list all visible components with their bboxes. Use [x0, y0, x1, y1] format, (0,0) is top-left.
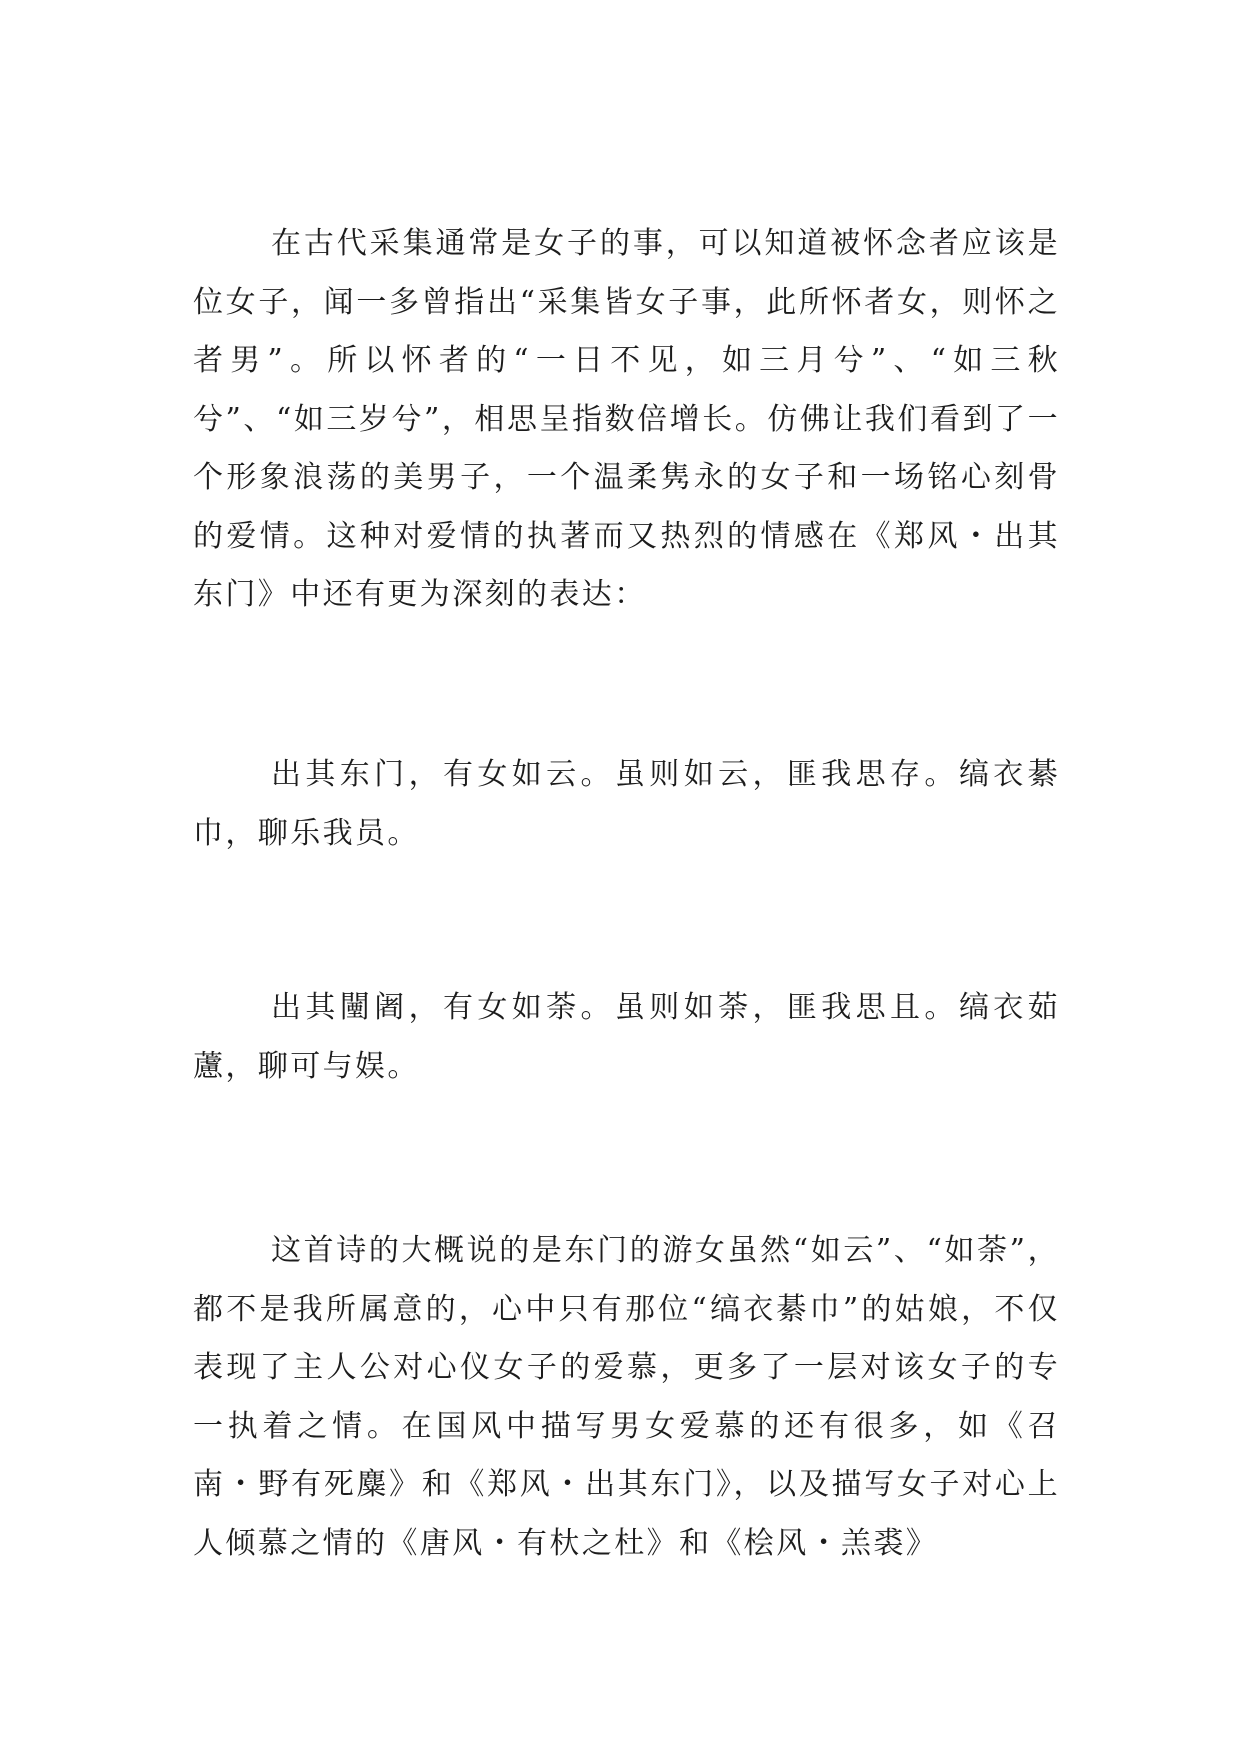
poem-stanza-2: 出其闉阇，有女如荼。虽则如荼，匪我思且。缟衣茹藘，聊可与娱。 — [193, 990, 1060, 1084]
body-paragraph-intro: 在古代采集通常是女子的事，可以知道被怀念者应该是位女子，闻一多曾指出“采集皆女子事，此所怀者女，则怀之者男”。所以怀者的“一日不见，如三月兮”、“如三秋兮”、“如三岁兮”，相思呈指数倍增长。仿佛让我们看到了一个形象浪荡的美男子，一个温柔隽永的女子和一场铭心刻骨的爱情。这种对爱情的执著而又热烈的情感在《郑风・出其东门》中还有更为深刻的表达： — [193, 226, 1060, 612]
poem-stanza-1: 出其东门，有女如云。虽则如云，匪我思存。缟衣綦巾，聊乐我员。 — [193, 757, 1060, 851]
body-paragraph-analysis: 这首诗的大概说的是东门的游女虽然“如云”、“如荼”，都不是我所属意的，心中只有那位“缟衣綦巾”的姑娘，不仅表现了主人公对心仪女子的爱慕，更多了一层对该女子的专一执着之情。在国风中描写男女爱慕的还有很多，如《召南・野有死麋》和《郑风・出其东门》，以及描写女子对心上人倾慕之情的《唐风・有杕之杜》和《桧风・羔裘》 — [193, 1233, 1060, 1561]
